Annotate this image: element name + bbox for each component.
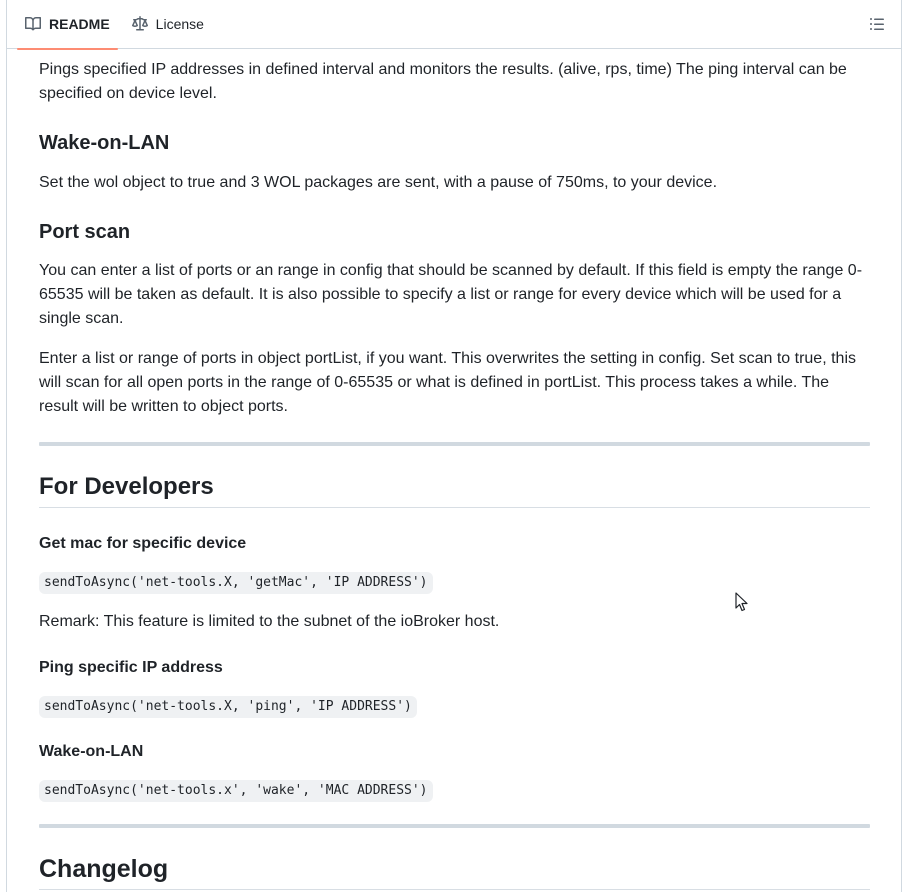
remark-text: Remark: This feature is limited to the subnet of the ioBroker host. <box>39 613 500 630</box>
heading-underline <box>39 507 870 508</box>
scale-icon <box>132 16 148 32</box>
wake-heading: Wake-on-LAN <box>39 743 144 760</box>
tab-license[interactable] <box>124 0 212 49</box>
developers-heading: For Developers <box>39 473 214 500</box>
section-divider <box>39 442 870 446</box>
tab-readme-label: README <box>49 16 110 32</box>
ping-code: sendToAsync('net-tools.X, 'ping', 'IP ADDRESS') <box>39 696 417 718</box>
list-unordered-icon <box>869 16 885 32</box>
tab-readme[interactable] <box>17 0 118 49</box>
mouse-pointer-icon <box>735 592 749 612</box>
outline-button[interactable] <box>867 14 887 34</box>
wol-paragraph: Set the wol object to true and 3 WOL packages are sent, with a pause of 750ms, to your device. <box>39 174 718 191</box>
readme-panel <box>6 0 902 892</box>
ping-paragraph: Pings specified IP addresses in defined interval and monitors the results. (alive, rps, time) The ping interval can be specified on device level. <box>39 61 847 102</box>
wake-code: sendToAsync('net-tools.x', 'wake', 'MAC ADDRESS') <box>39 780 433 802</box>
portscan-heading: Port scan <box>39 221 131 243</box>
getmac-heading: Get mac for specific device <box>39 535 247 552</box>
section-divider <box>39 824 870 828</box>
ping-heading: Ping specific IP address <box>39 659 223 676</box>
book-icon <box>25 16 41 32</box>
heading-underline <box>39 889 870 890</box>
tab-license-label: License <box>155 16 204 32</box>
getmac-code: sendToAsync('net-tools.X, 'getMac', 'IP ADDRESS') <box>39 572 433 594</box>
portscan-paragraph-1: You can enter a list of ports or an range in config that should be scanned by default. If this field is empty the range 0-65535 will be taken as default. It is also possible to specify a list or range for every device which will be used for a single scan. <box>39 262 863 327</box>
tab-bar <box>7 0 901 49</box>
wol-heading: Wake-on-LAN <box>39 132 170 154</box>
portscan-paragraph-2: Enter a list or range of ports in object portList, if you want. This overwrites the setting in config. Set scan to true, this will scan for all open ports in the range of 0-65535 or what is defined in portList. This process takes a while. The result will be written to object ports. <box>39 350 856 415</box>
changelog-heading: Changelog <box>39 855 169 883</box>
